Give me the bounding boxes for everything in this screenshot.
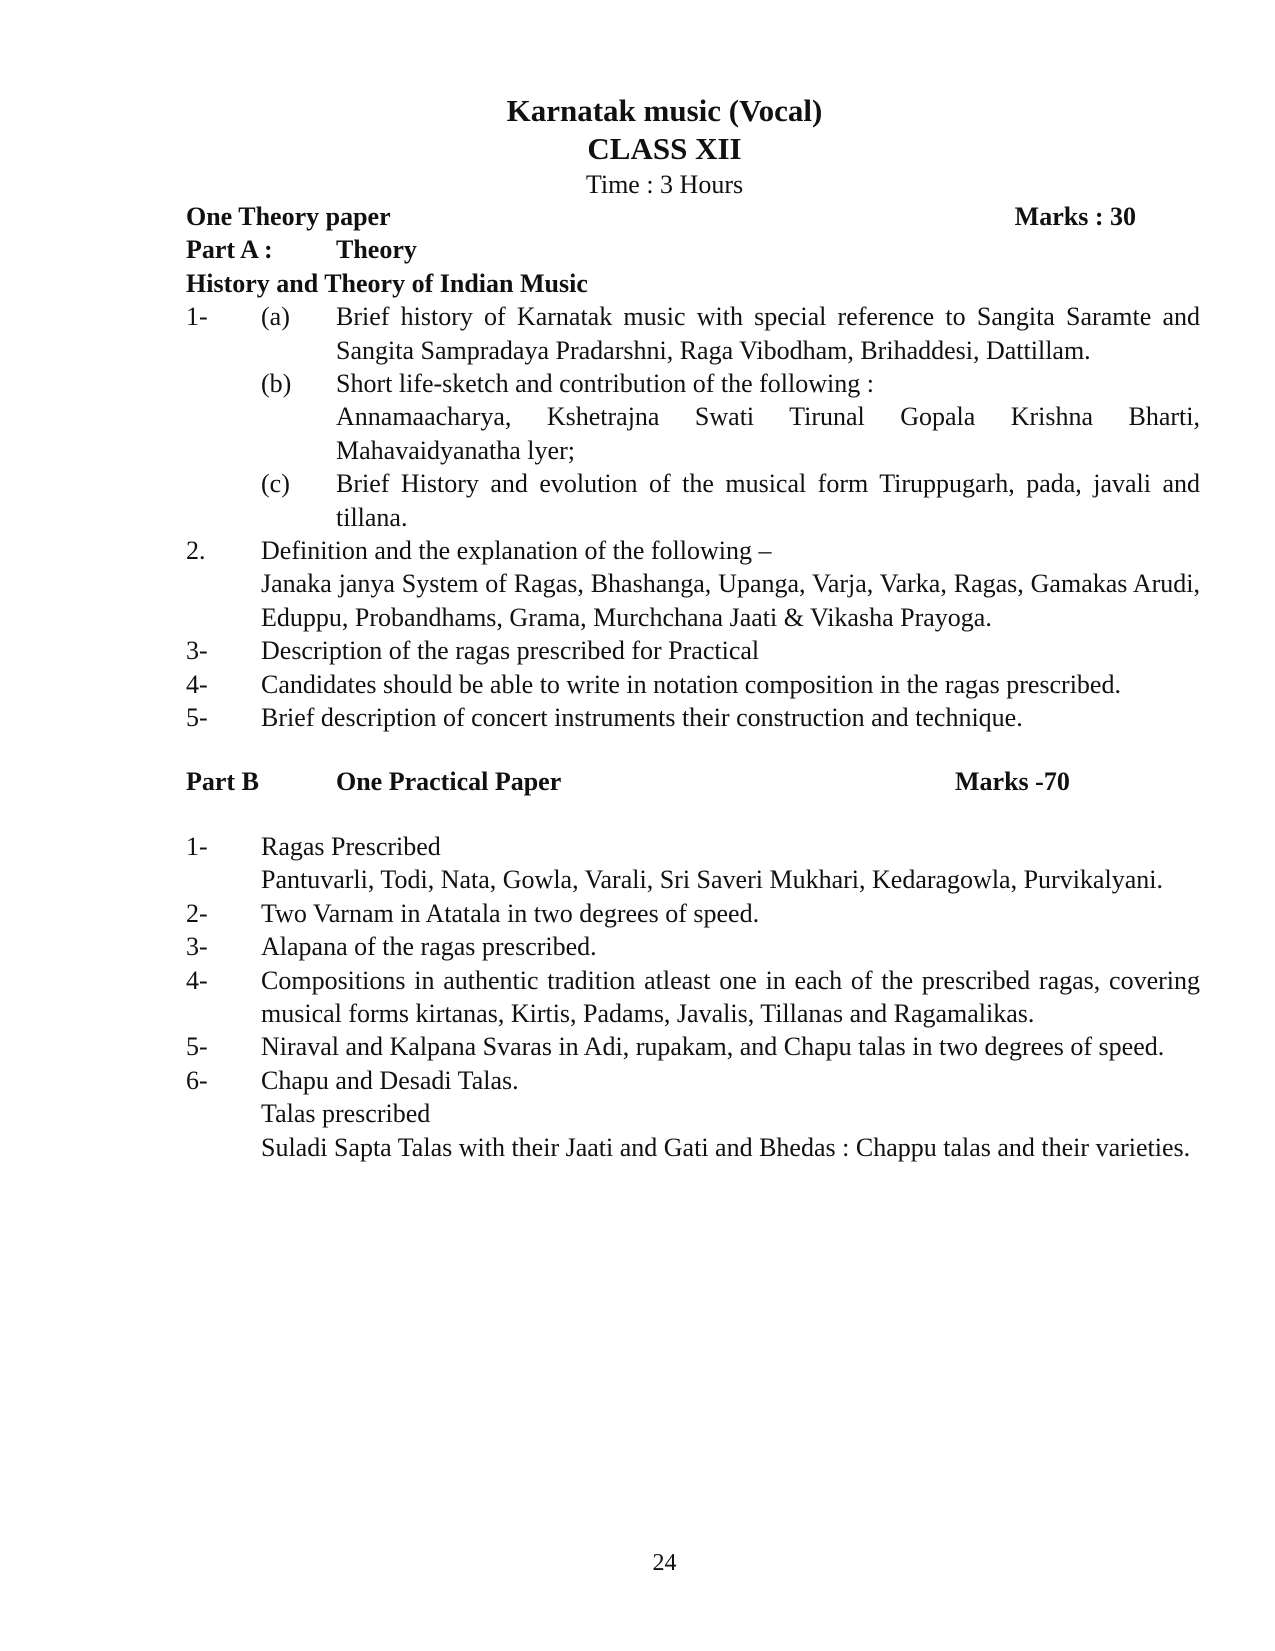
item-number: 4- — [186, 669, 208, 699]
sub-item-letter: (a) — [261, 302, 290, 332]
part-b-header — [186, 765, 1200, 798]
item-text: Alapana of the ragas prescribed. — [261, 932, 597, 962]
item-text: Chapu and Desadi Talas. — [261, 1065, 519, 1095]
practical-item — [186, 964, 1200, 1031]
theory-item — [186, 634, 1200, 667]
item-text: Niraval and Kalpana Svaras in Adi, rupakam, and Chapu talas in two degrees of speed. — [261, 1032, 1165, 1062]
sub-item-body — [336, 367, 1200, 467]
item-number: 5- — [186, 703, 208, 733]
section-heading: History and Theory of Indian Music — [186, 268, 588, 298]
practical-marks: Marks -70 — [955, 766, 1070, 796]
theory-item — [186, 668, 1200, 701]
item-text: Janaka janya System of Ragas, Bhashanga, Upanga, Varja, Varka, Ragas, Gamakas Arudi, Eduppu, Probandhams, Grama, Murchchana Jaati & Vikasha Prayoga. — [261, 569, 1200, 632]
sub-item — [261, 300, 1200, 367]
item-number: 6- — [186, 1065, 208, 1095]
practical-item — [186, 930, 1200, 963]
item-text: Suladi Sapta Talas with their Jaati and Gati and Bhedas : Chappu talas and their varieties. — [261, 1132, 1191, 1162]
item-number: 1- — [186, 831, 208, 861]
item-text: Talas prescribed — [261, 1099, 431, 1129]
item-number: 5- — [186, 1032, 208, 1062]
item-text: Candidates should be able to write in notation composition in the ragas prescribed. — [261, 669, 1121, 699]
practical-item — [186, 897, 1200, 930]
exam-time: Time : 3 Hours — [585, 170, 744, 199]
item-number: 2. — [186, 536, 206, 566]
item-number: 2- — [186, 898, 208, 928]
sub-item-text: Annamaacharya, Kshetrajna Swati Tirunal Gopala Krishna Bharti, Mahavaidyanatha lyer; — [336, 402, 1200, 465]
item-text: Two Varnam in Atatala in two degrees of speed. — [261, 898, 760, 928]
item-content — [261, 534, 1200, 634]
theory-marks: Marks : 30 — [1014, 202, 1136, 231]
syllabus-body — [186, 200, 1200, 1164]
theory-item — [186, 300, 1200, 534]
practical-paper-label: One Practical Paper — [336, 766, 562, 796]
part-a-header — [186, 233, 1200, 266]
item-text: Brief description of concert instruments their construction and technique. — [261, 703, 1023, 733]
theory-paper-header — [186, 200, 1200, 233]
item-number: 3- — [186, 636, 208, 666]
sub-item-text: Brief history of Karnatak music with special reference to Sangita Saramte and Sangita Sampradaya Pradarshni, Raga Vibodham, Brihaddesi, Dattillam. — [336, 302, 1200, 365]
part-a-title: Theory — [336, 235, 417, 265]
practical-item — [186, 1030, 1200, 1063]
item-content — [261, 300, 1200, 534]
class-heading: CLASS XII — [587, 131, 742, 166]
item-number: 4- — [186, 965, 208, 995]
sub-item-letter: (c) — [261, 469, 290, 499]
sub-item-text: Brief History and evolution of the musical form Tiruppugarh, pada, javali and tillana. — [336, 469, 1200, 532]
theory-paper-label: One Theory paper — [186, 202, 391, 231]
page-number: 24 — [652, 1550, 677, 1576]
theory-item — [186, 534, 1200, 634]
item-number: 3- — [186, 932, 208, 962]
part-a-label: Part A : — [186, 235, 273, 265]
item-text: Ragas Prescribed — [261, 831, 441, 861]
sub-item-text: Short life-sketch and contribution of the following : — [336, 369, 874, 399]
item-text: Pantuvarli, Todi, Nata, Gowla, Varali, Sri Saveri Mukhari, Kedaragowla, Purvikalyani. — [261, 865, 1163, 895]
practical-item — [186, 1064, 1200, 1164]
item-content — [261, 1064, 1200, 1164]
sub-item — [261, 467, 1200, 534]
document-title: Karnatak music (Vocal) — [506, 93, 823, 128]
item-content — [261, 830, 1200, 897]
item-text: Description of the ragas prescribed for Practical — [261, 636, 760, 666]
practical-item — [186, 830, 1200, 897]
part-b-label: Part B — [186, 766, 259, 796]
theory-item — [186, 701, 1200, 734]
item-number: 1- — [186, 302, 208, 332]
item-text: Compositions in authentic tradition atleast one in each of the prescribed ragas, covering musical forms kirtanas, Kirtis, Padams, Javalis, Tillanas and Ragamalikas. — [261, 965, 1200, 1028]
item-text: Definition and the explanation of the following – — [261, 536, 772, 566]
sub-item-letter: (b) — [261, 369, 292, 399]
sub-item — [261, 367, 1200, 467]
